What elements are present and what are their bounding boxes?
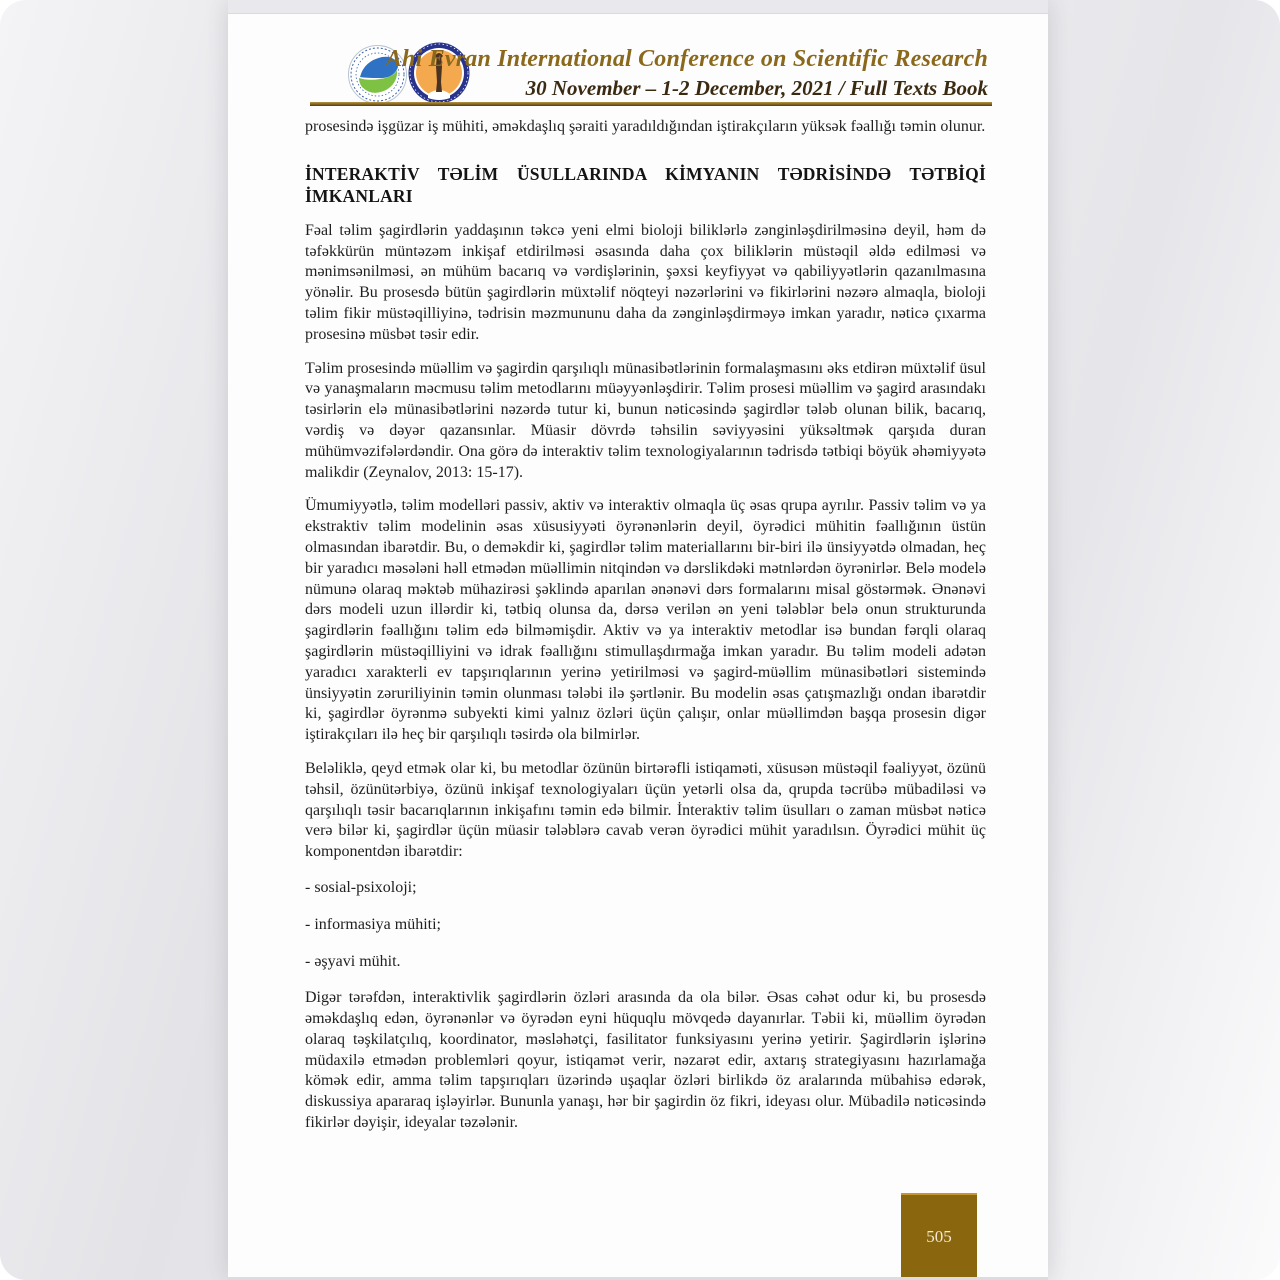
page-number: 505 xyxy=(926,1227,952,1246)
document-page xyxy=(228,0,1048,1277)
page-number-box xyxy=(901,1193,977,1279)
section-heading: İNTERAKTİV TƏLİM ÜSULLARINDA KİMYANIN TƏDRİSİNDƏ TƏTBİQİ İMKANLARI xyxy=(305,163,986,206)
list-item: - əşyavi mühit. xyxy=(305,952,401,970)
page-top-edge xyxy=(228,0,1048,14)
body-paragraph: Beləliklə, qeyd etmək olar ki, bu metodlar özünün birtərəfli istiqaməti, xüsusən müstəqil fəaliyyət, özünü təhsil, özünütərbiyə, özünü inkişaf texnologiyaları üçün yetərli olsa da, qrupda təcrübə mübadiləsi və qarşılıqlı təsir bacarıqlarının inkişafını təmin edə bilmir. İnteraktiv təlim üsulları o zaman müsbət nəticə verə bilər ki, şagirdlər üçün müasir tələblərə cavab verən öyrədici mühit yaradılsın. Öyrədici mühit üç komponentdən ibarətdir: xyxy=(305,759,986,861)
page-content xyxy=(305,117,986,1147)
intro-paragraph: prosesində işgüzar iş mühiti, əməkdaşlıq şəraiti yaradıldığından iştirakçıların yüksək fəallığı təmin olunur. xyxy=(305,118,986,135)
list-item: - sosial-psixoloji; xyxy=(305,878,417,896)
body-paragraph: Digər tərəfdən, interaktivlik şagirdlərin özləri arasında da ola bilər. Əsas cəhət odur ki, bu prosesdə əməkdaşlıq edən, öyrənənlər və öyrədən eyni hüquqlu mövqedə dayanırlar. Təbii ki, müəllim öyrədən olaraq təşkilatçılıq, koordinator, məsləhətçi, fasilitator funksiyasını yerinə yetirir. Şagirdlərin işlərinə müdaxilə etmədən problemləri qoyur, istiqamət verir, nəzarət edir, axtarış strategiyasını hazırlamağa kömək edir, amma təlim tapşırıqları üzərində uşaqlar özləri birlikdə öz aralarında mübahisə edərək, diskussiya apararaq işləyirlər. Bununla yanaşı, hər bir şagirdin öz fikri, ideyası olur. Mübadilə nəticəsində fikirlər dəyişir, ideyalar təzələnir. xyxy=(305,989,986,1132)
conference-title: Ahi Evran International Conference on Scientific Research xyxy=(385,46,988,72)
body-paragraph: Təlim prosesində müəllim və şagirdin qarşılıqlı münasibətlərinin formalaşmasını əks etdirən müxtəlif üsul və yanaşmaların məcmusu təlim metodlarını müəyyənləşdirir. Təlim prosesi müəllim və şagird arasındakı təsirlərin elə münasibətlərini nəzərdə tutur ki, bunun nəticəsində şagirdlər tələb olunan bilik, bacarıq, vərdiş və dəyər qazansınlar. Müasir dövrdə təhsilin səviyyəsini yüksəltmək qarşıda duran mühümvəzifələrdəndir. Ona görə də interaktiv təlim texnologiyalarının tədrisdə tətbiqi böyük əhəmiyyətə malikdir (Zeynalov, 2013: 15-17). xyxy=(305,359,986,481)
list-item: - informasiya mühiti; xyxy=(305,915,441,933)
body-paragraph: Ümumiyyətlə, təlim modelləri passiv, aktiv və interaktiv olmaqla üç əsas qrupa ayrılır. Passiv təlim və ya ekstraktiv təlim modelinin əsas xüsusiyyəti öyrənənlərin deyil, öyrədici mühitin fəallığının üstün olmasından ibarətdir. Bu, o deməkdir ki, şagirdlər təlim materiallarını bir-biri ilə ünsiyyətdə olmadan, heç bir yaradıcı məsələni həll etmədən müəllimin nitqindən və dərslikdəki mətnlərdən öyrənirlər. Belə modelə nümunə olaraq məktəb mühazirəsi şəklində aparılan ənənəvi dərs formalarını misal göstərmək. Ənənəvi dərs modeli uzun illərdir ki, tətbiq olunsa da, dərsə verilən ən yeni tələblər belə onun strukturunda şagirdlərin fəallığını təlim edə bilməmişdir. Aktiv və ya interaktiv metodlar isə bundan fərqli olaraq şagirdlərin müstəqilliyini və idrak fəallığını stimullaşdırmağa imkan yaradır. Bu təlim modeli adətən yaradıcı xarakterli ev tapşırıqlarının yerinə yetirilməsi və şagird-müəllim münasibətləri sistemində ünsiyyətin zəruriliyinin təmin olunması tələbi ilə şərtlənir. Bu modelin əsas çatışmazlığı ondan ibarətdir ki, şagirdlər öyrənmə subyekti kimi yalnız özləri üçün çalışır, onlar müəllimdən başqa prosesin digər iştirakçıları ilə heç bir qarşılıqlı təsirdə ola bilmirlər. xyxy=(305,497,986,744)
conference-date: 30 November – 1-2 December, 2021 / Full Texts Book xyxy=(525,75,988,100)
conference-header xyxy=(386,46,988,100)
header-divider-rule xyxy=(310,102,992,106)
body-paragraph: Fəal təlim şagirdlərin yaddaşının təkcə yeni elmi bioloji biliklərlə zənginləşdirilməsinə deyil, həm də təfəkkürün müntəzəm inkişaf etdirilməsi əsasında daha çox biliklərin müstəqil əldə edilməsi və mənimsənilməsi, ən mühüm bacarıq və vərdişlərinin, şəxsi keyfiyyət və qabiliyyətlərin qazanılmasına yönəlir. Bu prosesdə bütün şagirdlərin müxtəlif nöqteyi nəzərlərini və fikirlərini nəzərə almaqla, bioloji təlim fikir müstəqilliyinə, tədrisin məzmununu daha da zənginləşdirməyə imkan yaradır, nəticə çıxarma prosesinə müsbət təsir edir. xyxy=(305,221,986,343)
